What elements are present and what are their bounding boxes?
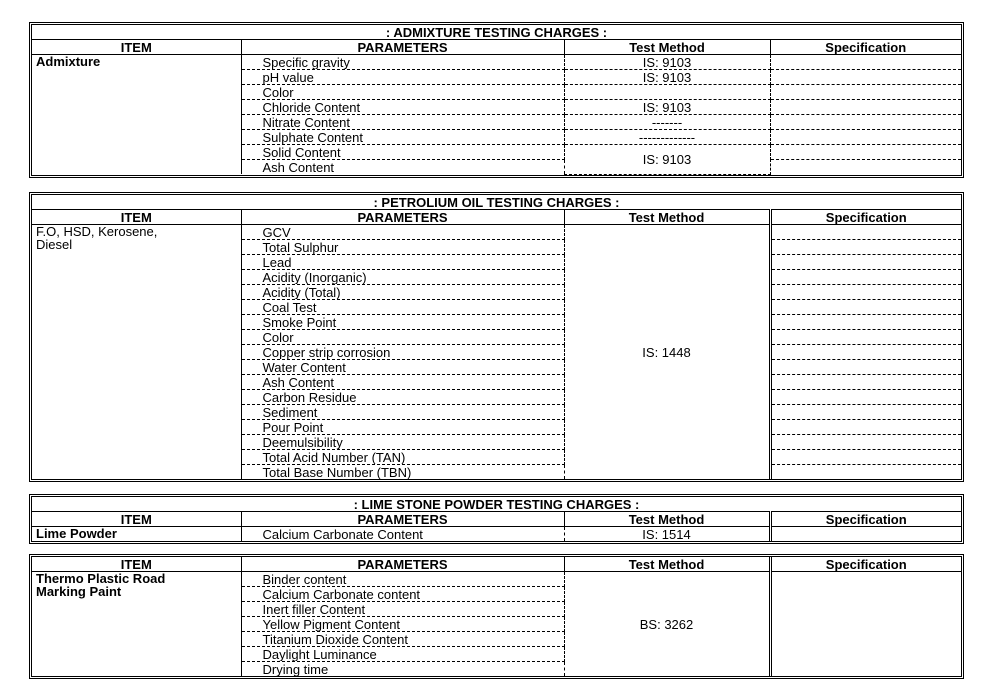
spec-cell — [770, 130, 961, 145]
param-cell: Calcium Carbonate Content — [241, 527, 564, 542]
paint-table — [29, 554, 964, 679]
param-cell: Deemulsibility — [241, 435, 564, 450]
header-specification: Specification — [770, 40, 961, 55]
header-item: ITEM — [32, 512, 241, 527]
spec-cell — [770, 405, 961, 420]
header-specification: Specification — [770, 512, 961, 527]
param-cell: Chloride Content — [241, 100, 564, 115]
petroleum-title: : PETROLIUM OIL TESTING CHARGES : — [32, 195, 961, 210]
param-cell: Specific gravity — [241, 55, 564, 70]
param-cell: Total Acid Number (TAN) — [241, 450, 564, 465]
spec-cell — [770, 315, 961, 330]
spec-cell — [770, 100, 961, 115]
spec-cell — [770, 70, 961, 85]
spec-cell — [770, 360, 961, 375]
param-cell: Binder content — [241, 572, 564, 587]
param-cell: GCV — [241, 225, 564, 240]
header-item: ITEM — [32, 210, 241, 225]
param-cell: Daylight Luminance — [241, 647, 564, 662]
admixture-table — [29, 22, 964, 178]
header-item: ITEM — [32, 557, 241, 572]
param-cell: Ash Content — [241, 375, 564, 390]
param-cell: Water Content — [241, 360, 564, 375]
petroleum-table — [29, 192, 964, 482]
spec-cell — [770, 225, 961, 240]
header-specification: Specification — [770, 557, 961, 572]
paint-item — [32, 572, 241, 677]
method-cell — [564, 85, 770, 100]
petroleum-item-line1: F.O, HSD, Kerosene, — [36, 224, 158, 239]
param-cell: Acidity (Total) — [241, 285, 564, 300]
header-test-method: Test Method — [564, 512, 770, 527]
method-cell: IS: 1448 — [564, 225, 770, 480]
param-cell: Coal Test — [241, 300, 564, 315]
spec-cell — [770, 572, 961, 677]
limestone-item: Lime Powder — [32, 527, 241, 542]
spec-cell — [770, 330, 961, 345]
spec-cell — [770, 435, 961, 450]
param-cell: Inert filler Content — [241, 602, 564, 617]
param-cell: Drying time — [241, 662, 564, 677]
method-cell: ------- — [564, 115, 770, 130]
spec-cell — [770, 527, 961, 542]
spec-cell — [770, 270, 961, 285]
param-cell: Lead — [241, 255, 564, 270]
spec-cell — [770, 465, 961, 480]
param-cell: Total Sulphur — [241, 240, 564, 255]
header-test-method: Test Method — [564, 210, 770, 225]
header-parameters: PARAMETERS — [241, 210, 564, 225]
spec-cell — [770, 240, 961, 255]
spec-cell — [770, 390, 961, 405]
header-parameters: PARAMETERS — [241, 557, 564, 572]
admixture-item: Admixture — [32, 55, 241, 175]
spec-cell — [770, 255, 961, 270]
param-cell: Sediment — [241, 405, 564, 420]
param-cell: Copper strip corrosion — [241, 345, 564, 360]
method-cell: IS: 9103 — [564, 70, 770, 85]
limestone-title: : LIME STONE POWDER TESTING CHARGES : — [32, 497, 961, 512]
paint-item-line2: Marking Paint — [36, 584, 122, 599]
spec-cell — [770, 160, 961, 175]
spec-cell — [770, 450, 961, 465]
param-cell: Calcium Carbonate content — [241, 587, 564, 602]
param-cell: Ash Content — [241, 160, 564, 175]
param-cell: Color — [241, 330, 564, 345]
spec-cell — [770, 115, 961, 130]
spec-cell — [770, 300, 961, 315]
header-item: ITEM — [32, 40, 241, 55]
header-parameters: PARAMETERS — [241, 512, 564, 527]
param-cell: Solid Content — [241, 145, 564, 160]
method-cell: IS: 9103 — [564, 100, 770, 115]
limestone-table — [29, 494, 964, 544]
param-cell: pH value — [241, 70, 564, 85]
spec-cell — [770, 85, 961, 100]
method-cell: IS: 9103 — [564, 55, 770, 70]
param-cell: Acidity (Inorganic) — [241, 270, 564, 285]
petroleum-item-line2: Diesel — [36, 237, 73, 252]
spec-cell — [770, 145, 961, 160]
method-cell: ------------- — [564, 130, 770, 145]
spec-cell — [770, 285, 961, 300]
spec-cell — [770, 375, 961, 390]
param-cell: Carbon Residue — [241, 390, 564, 405]
header-test-method: Test Method — [564, 557, 770, 572]
header-specification: Specification — [770, 210, 961, 225]
spec-cell — [770, 55, 961, 70]
paint-item-line1: Thermo Plastic Road — [36, 571, 166, 586]
spec-cell — [770, 345, 961, 360]
method-cell: IS: 9103 — [564, 145, 770, 175]
param-cell: Nitrate Content — [241, 115, 564, 130]
param-cell: Sulphate Content — [241, 130, 564, 145]
petroleum-item — [32, 225, 241, 480]
param-cell: Yellow Pigment Content — [241, 617, 564, 632]
header-parameters: PARAMETERS — [241, 40, 564, 55]
param-cell: Total Base Number (TBN) — [241, 465, 564, 480]
param-cell: Color — [241, 85, 564, 100]
param-cell: Pour Point — [241, 420, 564, 435]
header-test-method: Test Method — [564, 40, 770, 55]
param-cell: Titanium Dioxide Content — [241, 632, 564, 647]
method-cell: BS: 3262 — [564, 572, 770, 677]
spec-cell — [770, 420, 961, 435]
method-cell: IS: 1514 — [564, 527, 770, 542]
admixture-title: : ADMIXTURE TESTING CHARGES : — [32, 25, 961, 40]
param-cell: Smoke Point — [241, 315, 564, 330]
